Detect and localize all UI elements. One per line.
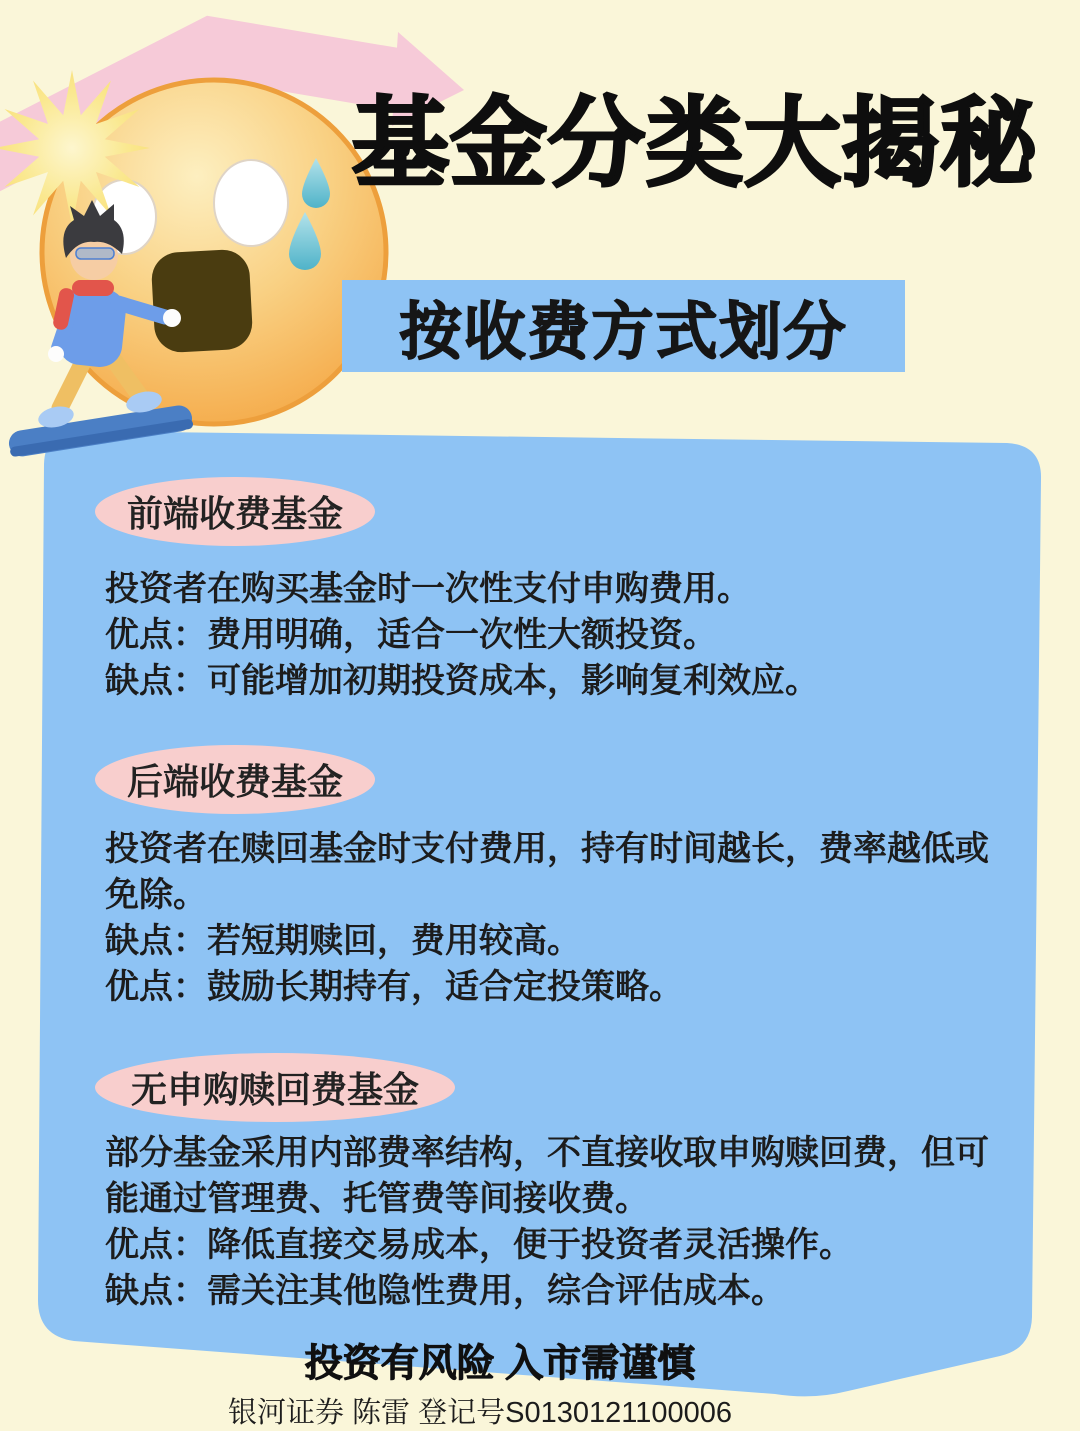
credit-line: 银河证券 陈雷 登记号S0130121100006: [228, 1397, 732, 1429]
body-line: 优点：鼓励长期持有，适合定投策略。: [105, 968, 683, 1006]
risk-disclaimer: 投资有风险 入市需谨慎: [304, 1343, 696, 1385]
body-line: 缺点：需关注其他隐性费用，综合评估成本。: [105, 1272, 785, 1310]
body-line: 部分基金采用内部费率结构，不直接收取申购赎回费，但可能通过管理费、托管费等间接收费。: [105, 1134, 989, 1218]
body-line: 投资者在购买基金时一次性支付申购费用。: [105, 570, 751, 608]
banner-subtitle: 按收费方式划分: [342, 280, 905, 372]
section-label-no-fee: 无申购赎回费基金: [95, 1053, 455, 1122]
page-title: 基金分类大揭秘: [352, 89, 1038, 198]
section-body-front-load: [105, 566, 1010, 704]
body-line: 缺点：若短期赎回，费用较高。: [105, 922, 581, 960]
body-line: 缺点：可能增加初期投资成本，影响复利效应。: [105, 662, 819, 700]
section-label-back-load: 后端收费基金: [95, 745, 375, 814]
section-label-front-load: 前端收费基金: [95, 477, 375, 546]
section-body-no-fee: [105, 1130, 1010, 1314]
body-line: 优点：降低直接交易成本，便于投资者灵活操作。: [105, 1226, 853, 1264]
section-body-back-load: [105, 826, 1010, 1010]
body-line: 投资者在赎回基金时支付费用，持有时间越长，费率越低或免除。: [105, 830, 989, 914]
body-line: 优点：费用明确，适合一次性大额投资。: [105, 616, 717, 654]
